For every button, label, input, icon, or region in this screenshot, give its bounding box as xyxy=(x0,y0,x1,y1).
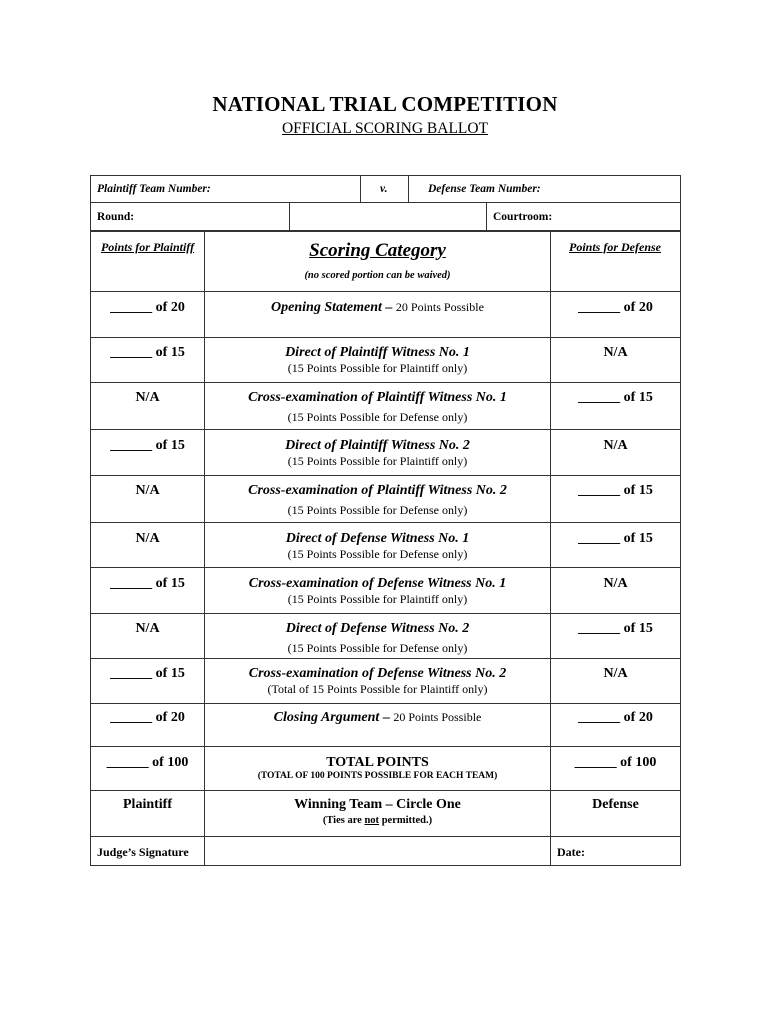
scoring-category-cell xyxy=(205,531,550,562)
defense-score-cell: N/A xyxy=(603,666,628,681)
divider xyxy=(486,202,487,231)
plaintiff-score-cell[interactable]: ______ of 15 xyxy=(110,438,185,453)
versus-label: v. xyxy=(380,183,388,195)
plaintiff-total-cell[interactable]: ______ of 100 xyxy=(106,755,189,770)
category-label: Cross-examination of Plaintiff Witness No. 2 xyxy=(248,483,507,498)
total-points-note: (TOTAL OF 100 POINTS POSSIBLE FOR EACH TEAM) xyxy=(257,771,498,781)
points-possible-note: (15 Points Possible for Defense only) xyxy=(287,503,468,517)
category-label: Direct of Plaintiff Witness No. 2 xyxy=(285,438,470,453)
row-separator xyxy=(90,382,681,383)
defense-score-cell[interactable]: ______ of 20 xyxy=(578,300,653,315)
ballot-subtitle: OFFICIAL SCORING BALLOT xyxy=(281,120,489,137)
points-possible-note: (Total of 15 Points Possible for Plaintiff only) xyxy=(267,682,488,696)
winner-plaintiff-option[interactable]: Plaintiff xyxy=(123,797,172,812)
scoring-category-cell xyxy=(205,345,550,376)
winning-team-cell xyxy=(205,797,550,826)
points-possible-note: (15 Points Possible for Plaintiff only) xyxy=(287,592,468,606)
defense-score-cell[interactable]: ______ of 15 xyxy=(578,621,653,636)
defense-score-cell[interactable]: ______ of 15 xyxy=(578,483,653,498)
row-separator xyxy=(90,337,681,338)
points-possible-note: (15 Points Possible for Defense only) xyxy=(287,547,468,561)
scoring-category-cell xyxy=(205,300,550,316)
plaintiff-team-number-field[interactable]: Plaintiff Team Number: xyxy=(97,183,211,195)
date-field[interactable]: Date: xyxy=(557,845,585,859)
scoring-category-cell xyxy=(205,666,550,697)
scoring-category-note: (no scored portion can be waived) xyxy=(304,270,451,281)
row-separator xyxy=(90,836,681,837)
scoring-category-cell xyxy=(205,576,550,607)
row-separator xyxy=(90,703,681,704)
defense-score-cell: N/A xyxy=(603,576,628,591)
points-for-plaintiff-header: Points for Plaintiff xyxy=(100,240,195,254)
row-separator xyxy=(90,658,681,659)
ballot-title: NATIONAL TRIAL COMPETITION xyxy=(212,92,558,116)
winning-team-note xyxy=(205,815,550,826)
row-separator xyxy=(90,613,681,614)
row-separator xyxy=(90,475,681,476)
category-name: Closing Argument – xyxy=(273,710,394,725)
category-label: Cross-examination of Defense Witness No. 1 xyxy=(248,576,507,591)
scoring-category-cell xyxy=(205,438,550,469)
total-points-cell xyxy=(205,755,550,781)
category-label: Cross-examination of Plaintiff Witness No. 1 xyxy=(248,390,507,405)
winner-defense-option[interactable]: Defense xyxy=(592,797,639,812)
plaintiff-score-cell[interactable]: ______ of 15 xyxy=(110,345,185,360)
divider xyxy=(289,202,290,231)
points-possible-note: (15 Points Possible for Defense only) xyxy=(287,410,468,424)
defense-team-number-field[interactable]: Defense Team Number: xyxy=(428,183,541,195)
row-separator xyxy=(90,790,681,791)
points-possible-note: (15 Points Possible for Plaintiff only) xyxy=(287,454,468,468)
points-for-defense-header: Points for Defense xyxy=(569,240,661,254)
plaintiff-score-cell: N/A xyxy=(135,390,160,405)
row-separator xyxy=(90,567,681,568)
scoring-category-cell xyxy=(205,710,550,726)
total-points-title: TOTAL POINTS xyxy=(326,755,429,770)
ties-note-emphasis: not xyxy=(364,815,380,826)
defense-score-cell: N/A xyxy=(603,345,628,360)
points-possible-note: 20 Points Possible xyxy=(393,710,482,724)
category-label xyxy=(205,300,550,316)
category-label: Direct of Defense Witness No. 2 xyxy=(285,621,470,636)
row-separator xyxy=(90,429,681,430)
category-label: Direct of Defense Witness No. 1 xyxy=(285,531,470,546)
defense-total-cell[interactable]: ______ of 100 xyxy=(574,755,657,770)
courtroom-field[interactable]: Courtroom: xyxy=(493,211,553,223)
plaintiff-score-cell: N/A xyxy=(135,621,160,636)
category-name: Opening Statement – xyxy=(271,300,396,315)
scoring-category-title: Scoring Category xyxy=(309,240,446,261)
points-possible-note: (15 Points Possible for Defense only) xyxy=(287,641,468,655)
category-label xyxy=(205,710,550,726)
defense-score-cell: N/A xyxy=(603,438,628,453)
plaintiff-score-cell[interactable]: ______ of 20 xyxy=(110,710,185,725)
plaintiff-score-cell[interactable]: ______ of 15 xyxy=(110,666,185,681)
plaintiff-score-cell[interactable]: ______ of 15 xyxy=(110,576,185,591)
points-possible-note: (15 Points Possible for Plaintiff only) xyxy=(287,361,468,375)
row-separator xyxy=(90,522,681,523)
ties-note-post: permitted.) xyxy=(379,815,433,826)
ties-note-pre: (Ties are xyxy=(322,815,365,826)
judge-signature-field[interactable] xyxy=(206,838,548,864)
round-field[interactable]: Round: xyxy=(97,211,135,223)
team-info-divider xyxy=(90,202,681,203)
plaintiff-score-cell[interactable]: ______ of 20 xyxy=(110,300,185,315)
category-label: Direct of Plaintiff Witness No. 1 xyxy=(285,345,470,360)
divider xyxy=(408,175,409,202)
plaintiff-score-cell: N/A xyxy=(135,531,160,546)
defense-score-cell[interactable]: ______ of 15 xyxy=(578,531,653,546)
scoring-category-cell xyxy=(205,483,550,518)
defense-score-cell[interactable]: ______ of 15 xyxy=(578,390,653,405)
scoring-category-header xyxy=(205,240,550,281)
defense-score-cell[interactable]: ______ of 20 xyxy=(578,710,653,725)
row-separator xyxy=(90,746,681,747)
winning-team-title: Winning Team – Circle One xyxy=(294,797,461,812)
scoring-category-cell xyxy=(205,621,550,656)
judge-signature-label: Judge’s Signature xyxy=(97,845,189,859)
divider xyxy=(360,175,361,202)
row-separator xyxy=(90,291,681,292)
category-label: Cross-examination of Defense Witness No. 2 xyxy=(248,666,507,681)
scoring-category-cell xyxy=(205,390,550,425)
plaintiff-score-cell: N/A xyxy=(135,483,160,498)
points-possible-note: 20 Points Possible xyxy=(395,300,484,314)
